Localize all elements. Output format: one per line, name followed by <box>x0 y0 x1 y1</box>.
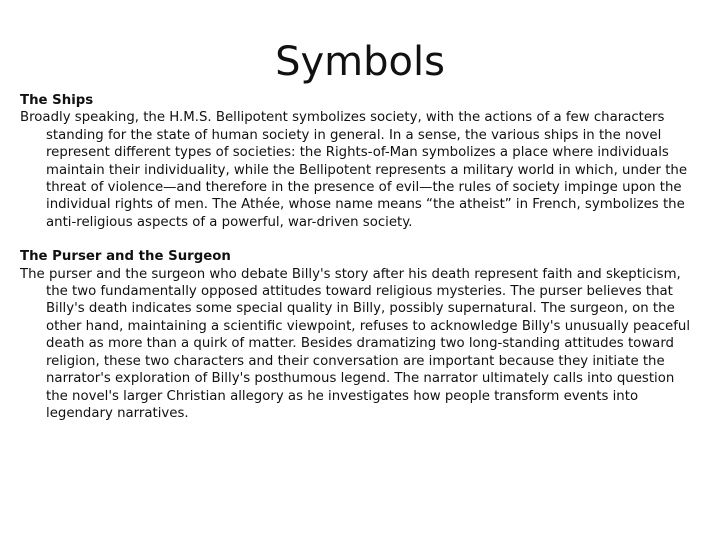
section-purser-surgeon <box>20 248 700 422</box>
section-heading-ships: The Ships <box>20 93 94 108</box>
section-text-purser-surgeon: The purser and the surgeon who debate Billy's story after his death represent faith and skepticism, the two fundamentally opposed attitudes toward religious mysteries. The purser believes that Billy's death indicates some special quality in Billy, possibly supernatural. The surgeon, on the other hand, maintaining a scientific viewpoint, refuses to acknowledge Billy's unusually peaceful death as more than a quirk of matter. Besides dramatizing two long-standing attitudes toward religion, these two characters and their conversation are important because they initiate the narrator's exploration of Billy's posthumous legend. The narrator ultimately calls into question the novel's larger Christian allegory as he investigates how people transform events into legendary narratives. <box>20 266 691 421</box>
section-spacer <box>20 231 700 248</box>
section-text-ships: Broadly speaking, the H.M.S. Bellipotent symbolizes society, with the actions of a few characters standing for the state of human society in general. In a sense, the various ships in the novel represent different types of societies: the Rights-of-Man symbolizes a place where individuals maintain their individuality, while the Bellipotent represents a military world in which, under the threat of violence—and therefore in the presence of evil—the rules of society impinge upon the individual rights of men. The Athée, whose name means “the atheist” in French, symbolizes the anti-religious aspects of a powerful, war-driven society. <box>20 110 688 230</box>
slide-body <box>20 92 700 422</box>
section-heading-purser-surgeon: The Purser and the Surgeon <box>20 249 231 265</box>
slide-title: Symbols <box>275 39 445 85</box>
section-ships <box>20 92 700 231</box>
